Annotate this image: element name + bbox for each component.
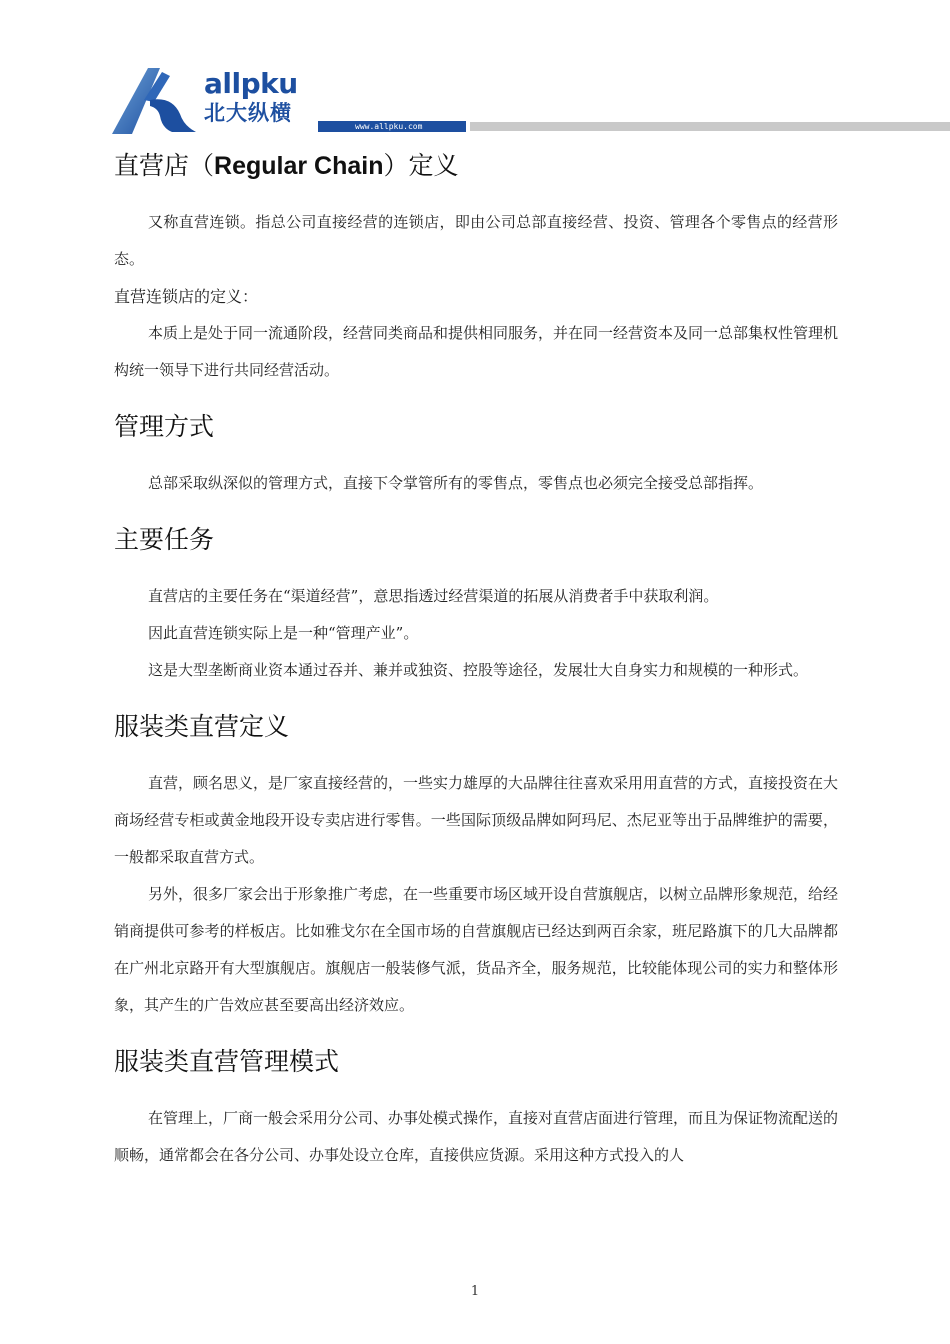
page-header [0, 0, 950, 140]
title-prefix: 直营店（ [114, 151, 215, 180]
apparel-definition-paragraph-2: 另外，很多厂家会出于形象推广考虑，在一些重要市场区域开设自营旗舰店，以树立品牌形象规范，给经销商提供可参考的样板店。比如雅戈尔在全国市场的自营旗舰店已经达到两百余家，班尼路旗下的几大品牌都在广州北京路开有大型旗舰店。旗舰店一般装修气派，货品齐全，服务规范，比较能体现公司的实力和整体形象，其产生的广告效应甚至要高出经济效应。 [114, 885, 839, 1014]
tasks-paragraph-3: 这是大型垄断商业资本通过吞并、兼并或独资、控股等途径，发展壮大自身实力和规模的一种形式。 [148, 661, 809, 679]
tasks-paragraph-1: 直营店的主要任务在“渠道经营”，意思指透过经营渠道的拓展从消费者手中获取利润。 [148, 587, 719, 605]
apparel-management-paragraph: 在管理上，厂商一般会采用分公司、办事处模式操作，直接对直营店面进行管理，而且为保证物流配送的顺畅，通常都会在各分公司、办事处设立仓库，直接供应货源。采用这种方式投入的人 [114, 1109, 839, 1164]
title-latin: Regular Chain [214, 152, 384, 180]
header-divider-bar [470, 122, 950, 131]
brand-name-en: allpku [204, 67, 298, 100]
website-url: www.allpku.com [355, 122, 423, 131]
apparel-definition-paragraph-1: 直营，顾名思义，是厂家直接经营的，一些实力雄厚的大品牌往往喜欢采用用直营的方式，直接投资在大商场经营专柜或黄金地段开设专卖店进行零售。一些国际顶级品牌如阿玛尼、杰尼亚等出于品牌维护的需要，一般都采取直营方式。 [114, 774, 839, 866]
intro-paragraph: 又称直营连锁。指总公司直接经营的连锁店，即由公司总部直接经营、投资、管理各个零售点的经营形态。 [114, 213, 838, 268]
section-heading-apparel-definition: 服装类直营定义 [114, 712, 290, 741]
document-body [114, 146, 838, 1174]
brand-name-cn: 北大纵横 [204, 101, 292, 125]
section-heading-apparel-management: 服装类直营管理模式 [114, 1047, 340, 1076]
section-heading-tasks: 主要任务 [114, 525, 215, 554]
definition-paragraph: 本质上是处于同一流通阶段，经营同类商品和提供相同服务，并在同一经营资本及同一总部集权性管理机构统一领导下进行共同经营活动。 [114, 324, 839, 379]
section-heading-management: 管理方式 [114, 412, 215, 441]
document-title [114, 146, 838, 186]
tasks-paragraph-2: 因此直营连锁实际上是一种“管理产业”。 [148, 624, 419, 642]
page-number: 1 [470, 1284, 480, 1299]
allpku-logo-icon [110, 66, 200, 136]
title-suffix: ）定义 [383, 151, 459, 180]
definition-label: 直营连锁店的定义： [114, 287, 259, 306]
management-paragraph: 总部采取纵深似的管理方式，直接下令掌管所有的零售点，零售点也必须完全接受总部指挥。 [148, 474, 764, 492]
